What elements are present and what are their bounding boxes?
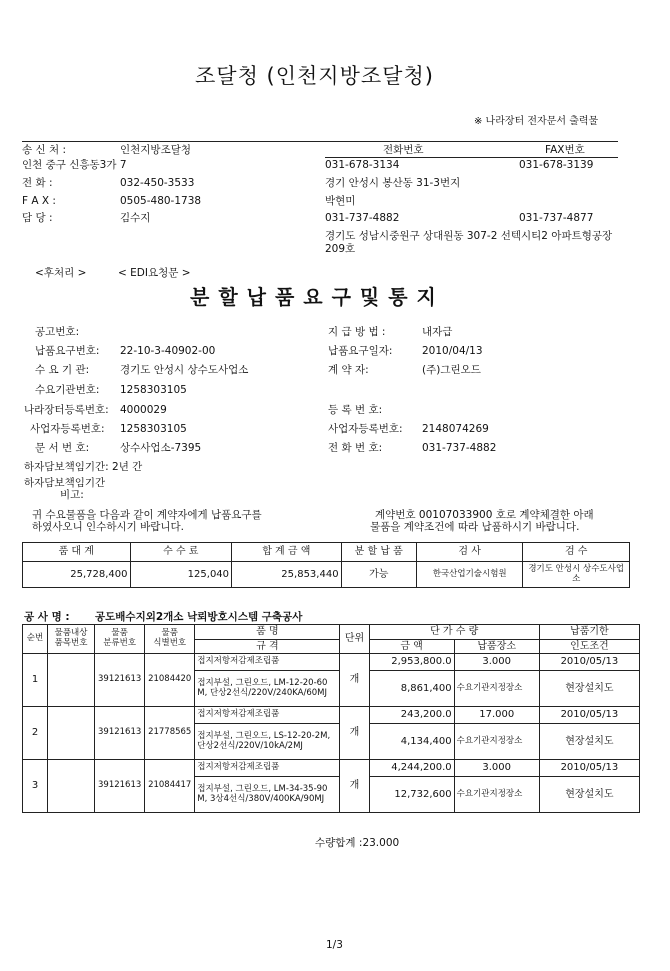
nara-no-label: 나라장터등록번호: bbox=[24, 404, 109, 416]
request-date-label: 납품요구일자: bbox=[328, 345, 393, 357]
biz-no-2-label: 사업자등록번호: bbox=[328, 423, 403, 435]
items-header-name: 품 명 bbox=[195, 625, 340, 640]
item-ident-no: 21084417 bbox=[145, 760, 195, 813]
divider bbox=[22, 141, 618, 142]
table-row bbox=[23, 760, 640, 777]
items-header-item-no bbox=[48, 625, 95, 654]
announce-no-label: 공고번호: bbox=[35, 326, 80, 338]
recipient-address-2: 경기도 성남시중원구 상대원동 307-2 선텍시티2 아파트형공장 209호 bbox=[325, 230, 613, 255]
warranty: 하자담보책임기간: 2년 간 bbox=[24, 461, 143, 473]
print-note: ※ 나라장터 전자문서 출력물 bbox=[474, 116, 599, 127]
items-header-ident-a: 물품 bbox=[161, 628, 178, 639]
demander-code-label: 수요기관번호: bbox=[35, 384, 100, 396]
item-amount: 4,134,400 bbox=[369, 724, 454, 760]
tel-label: 전 화 번 호: bbox=[328, 442, 383, 454]
items-header-ident-b: 식별번호 bbox=[153, 638, 187, 648]
sender-value: 인천지방조달청 bbox=[120, 144, 192, 156]
item-ident-no: 21778565 bbox=[145, 707, 195, 760]
remarks-label: 비고: bbox=[60, 489, 84, 501]
items-header-delivery: 인도조건 bbox=[539, 639, 639, 654]
item-class-no: 39121613 bbox=[95, 654, 145, 707]
column-header-phone: 전화번호 bbox=[383, 144, 424, 156]
reg-no-label: 등 록 번 호: bbox=[328, 404, 383, 416]
total-quantity: 수량합계 :23.000 bbox=[315, 837, 400, 849]
biz-no-label: 사업자등록번호: bbox=[30, 423, 105, 435]
recipient-phone-1: 031-678-3134 bbox=[325, 159, 400, 171]
sender-fax: 0505-480-1738 bbox=[120, 195, 202, 207]
item-amount: 12,732,600 bbox=[369, 777, 454, 813]
column-header-fax: FAX번호 bbox=[545, 144, 585, 156]
items-header-place: 납품장소 bbox=[454, 639, 539, 654]
summary-header: 분 할 납 품 bbox=[341, 543, 416, 562]
item-qty: 3.000 bbox=[454, 654, 539, 671]
item-price: 243,200.0 bbox=[369, 707, 454, 724]
items-header-price-qty: 단 가 수 량 bbox=[369, 625, 539, 640]
summary-header: 품 대 계 bbox=[23, 543, 131, 562]
items-table bbox=[22, 624, 640, 813]
demander: 경기도 안성시 상수도사업소 bbox=[120, 364, 249, 376]
supply-method: 내자급 bbox=[422, 326, 453, 338]
sender-manager: 김수지 bbox=[120, 212, 151, 224]
sender-manager-label: 담 당 : bbox=[22, 212, 53, 224]
supply-method-label: 지 급 방 법 : bbox=[328, 326, 386, 338]
edi-request-link[interactable]: < EDI요청문 > bbox=[118, 267, 191, 279]
demander-label: 수 요 기 관: bbox=[35, 364, 90, 376]
sender-phone: 032-450-3533 bbox=[120, 177, 195, 189]
summary-header: 수 수 료 bbox=[130, 543, 232, 562]
items-header-spec: 규 격 bbox=[195, 639, 340, 654]
item-spec: 접지부설, 그린오드, LS-12-20-2M, 단상2선식/220V/10kA/2MJ bbox=[195, 724, 340, 760]
summary-value: 경기도 안성시 상수도사업소 bbox=[523, 562, 630, 588]
notice-right-1: 계약번호 00107033900 호로 계약체결한 아래 bbox=[375, 509, 594, 521]
summary-header: 검 사 bbox=[416, 543, 523, 562]
recipient-fax-1: 031-678-3139 bbox=[519, 159, 594, 171]
doc-no-label: 문 서 번 호: bbox=[35, 442, 90, 454]
item-class-no: 39121613 bbox=[95, 760, 145, 813]
back-link[interactable]: <후처리 > bbox=[35, 267, 87, 279]
item-deadline: 2010/05/13 bbox=[539, 707, 639, 724]
project-label: 공 사 명 : bbox=[24, 611, 70, 623]
notice-right-2: 물품을 계약조건에 따라 납품하시기 바랍니다. bbox=[370, 521, 580, 533]
sender-fax-label: F A X : bbox=[22, 195, 56, 207]
summary-header: 검 수 bbox=[523, 543, 630, 562]
biz-no: 1258303105 bbox=[120, 423, 187, 435]
warranty-2: 하자담보책임기간 bbox=[24, 477, 106, 489]
item-price: 4,244,200.0 bbox=[369, 760, 454, 777]
document-title: 분할납품요구및통지 bbox=[190, 285, 445, 309]
item-no: 1 bbox=[23, 654, 48, 707]
summary-value: 25,853,440 bbox=[232, 562, 342, 588]
items-header-class bbox=[95, 625, 145, 654]
sender-address: 인천 중구 신흥동3가 7 bbox=[22, 159, 127, 171]
items-header-item-no-a: 물품내상 bbox=[54, 628, 88, 639]
recipient-name: 박현미 bbox=[325, 195, 356, 207]
summary-value: 25,728,400 bbox=[23, 562, 131, 588]
recipient-phone-2: 031-737-4882 bbox=[325, 212, 400, 224]
item-blank bbox=[48, 760, 95, 813]
item-no: 3 bbox=[23, 760, 48, 813]
items-header-ident bbox=[145, 625, 195, 654]
item-blank bbox=[48, 707, 95, 760]
item-spec: 접지부설, 그린오드, LM-34-35-90M, 3상4선식/380V/400KA/90MJ bbox=[195, 777, 340, 813]
divider bbox=[325, 157, 618, 158]
item-delivery: 현장설치도 bbox=[539, 724, 639, 760]
recipient-fax-2: 031-737-4877 bbox=[519, 212, 594, 224]
sender-label: 송 신 처 : bbox=[22, 144, 66, 156]
notice-left-1: 귀 수요물품을 다음과 같이 계약자에게 납품요구를 bbox=[32, 509, 262, 521]
tel: 031-737-4882 bbox=[422, 442, 497, 454]
page-number: 1/3 bbox=[326, 939, 343, 951]
demander-code: 1258303105 bbox=[120, 384, 187, 396]
item-price: 2,953,800.0 bbox=[369, 654, 454, 671]
biz-no-2: 2148074269 bbox=[422, 423, 489, 435]
item-place: 수요기관지정장소 bbox=[454, 724, 539, 760]
summary-value: 125,040 bbox=[130, 562, 232, 588]
request-no-label: 납품요구번호: bbox=[35, 345, 100, 357]
item-qty: 3.000 bbox=[454, 760, 539, 777]
items-header-class-a: 물품 bbox=[111, 628, 128, 639]
table-row bbox=[23, 654, 640, 671]
item-deadline: 2010/05/13 bbox=[539, 760, 639, 777]
contractor-label: 계 약 자: bbox=[328, 364, 369, 376]
nara-no: 4000029 bbox=[120, 404, 167, 416]
item-place: 수요기관지정장소 bbox=[454, 671, 539, 707]
summary-header: 합 계 금 액 bbox=[232, 543, 342, 562]
request-date: 2010/04/13 bbox=[422, 345, 483, 357]
summary-table bbox=[22, 542, 630, 588]
item-delivery: 현장설치도 bbox=[539, 671, 639, 707]
item-unit: 개 bbox=[340, 654, 369, 707]
items-header-amount: 금 액 bbox=[369, 639, 454, 654]
recipient-address-1: 경기 안성시 봉산동 31-3번지 bbox=[325, 177, 461, 189]
items-header-deadline: 납품기한 bbox=[539, 625, 639, 640]
items-header-item-no-b: 품목번호 bbox=[54, 638, 88, 648]
contractor: (주)그린오드 bbox=[422, 364, 481, 376]
item-unit: 개 bbox=[340, 760, 369, 813]
summary-value: 가능 bbox=[341, 562, 416, 588]
items-header-class-b: 분류번호 bbox=[103, 638, 137, 648]
item-qty: 17.000 bbox=[454, 707, 539, 724]
item-delivery: 현장설치도 bbox=[539, 777, 639, 813]
item-place: 수요기관지정장소 bbox=[454, 777, 539, 813]
items-header-unit: 단위 bbox=[340, 625, 369, 654]
item-amount: 8,861,400 bbox=[369, 671, 454, 707]
page-title: 조달청 (인천지방조달청) bbox=[195, 64, 434, 88]
project-name: 공도배수지외2개소 낙뢰방호시스템 구축공사 bbox=[95, 611, 303, 623]
sender-phone-label: 전 화 : bbox=[22, 177, 53, 189]
item-name: 접지저항저감제조립품 bbox=[195, 760, 340, 777]
item-name: 접지저항저감제조립품 bbox=[195, 707, 340, 724]
doc-no: 상수사업소-7395 bbox=[120, 442, 202, 454]
item-class-no: 39121613 bbox=[95, 707, 145, 760]
table-row bbox=[23, 707, 640, 724]
item-no: 2 bbox=[23, 707, 48, 760]
item-spec: 접지부설, 그린오드, LM-12-20-60M, 단상2선식/220V/240KA/60MJ bbox=[195, 671, 340, 707]
item-deadline: 2010/05/13 bbox=[539, 654, 639, 671]
item-unit: 개 bbox=[340, 707, 369, 760]
item-blank bbox=[48, 654, 95, 707]
item-name: 접지저항저감제조립품 bbox=[195, 654, 340, 671]
summary-value: 한국산업기술시험원 bbox=[416, 562, 523, 588]
items-header-no: 순번 bbox=[23, 625, 48, 654]
request-no: 22-10-3-40902-00 bbox=[120, 345, 216, 357]
notice-left-2: 하였사오니 인수하시기 바랍니다. bbox=[32, 521, 185, 533]
item-ident-no: 21084420 bbox=[145, 654, 195, 707]
